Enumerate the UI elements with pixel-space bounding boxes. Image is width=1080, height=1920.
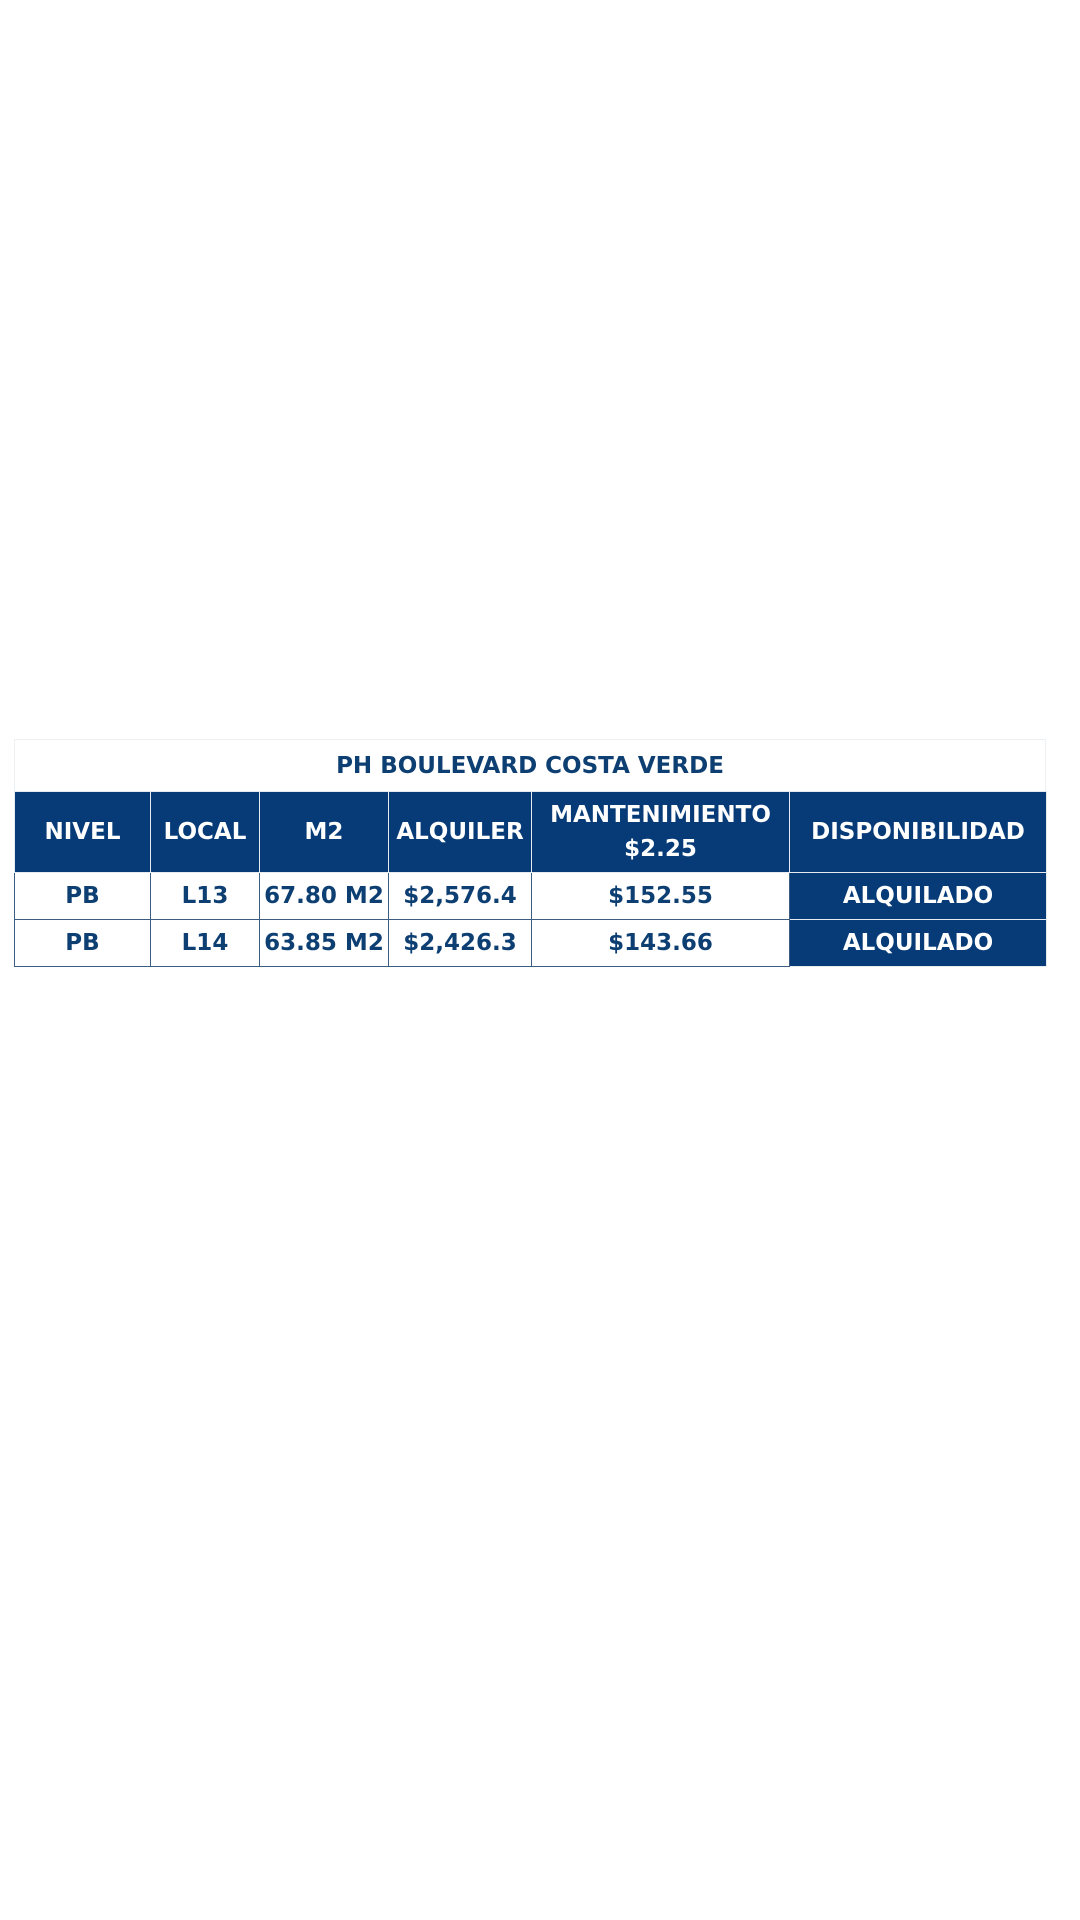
header-alquiler: ALQUILER: [389, 792, 532, 873]
header-mantenimiento: [532, 792, 790, 873]
table-header-row: [15, 792, 1047, 873]
cell-disponibilidad-status: ALQUILADO: [790, 920, 1047, 967]
header-m2: M2: [260, 792, 389, 873]
cell-local: L13: [151, 873, 260, 920]
cell-nivel: PB: [15, 873, 151, 920]
cell-mantenimiento: $143.66: [532, 920, 790, 967]
table-title: PH BOULEVARD COSTA VERDE: [14, 739, 1046, 791]
header-mantenimiento-label: MANTENIMIENTO: [550, 802, 771, 828]
cell-m2: 63.85 M2: [260, 920, 389, 967]
cell-alquiler: $2,426.3: [389, 920, 532, 967]
cell-m2: 67.80 M2: [260, 873, 389, 920]
header-local: LOCAL: [151, 792, 260, 873]
table-row: [15, 920, 1047, 967]
table-row: [15, 873, 1047, 920]
header-disponibilidad: DISPONIBILIDAD: [790, 792, 1047, 873]
cell-disponibilidad-status: ALQUILADO: [790, 873, 1047, 920]
cell-alquiler: $2,576.4: [389, 873, 532, 920]
pricing-table-container: [14, 739, 1046, 967]
units-table: [14, 791, 1047, 967]
header-mantenimiento-rate: $2.25: [624, 836, 697, 862]
cell-mantenimiento: $152.55: [532, 873, 790, 920]
cell-nivel: PB: [15, 920, 151, 967]
header-nivel: NIVEL: [15, 792, 151, 873]
cell-local: L14: [151, 920, 260, 967]
